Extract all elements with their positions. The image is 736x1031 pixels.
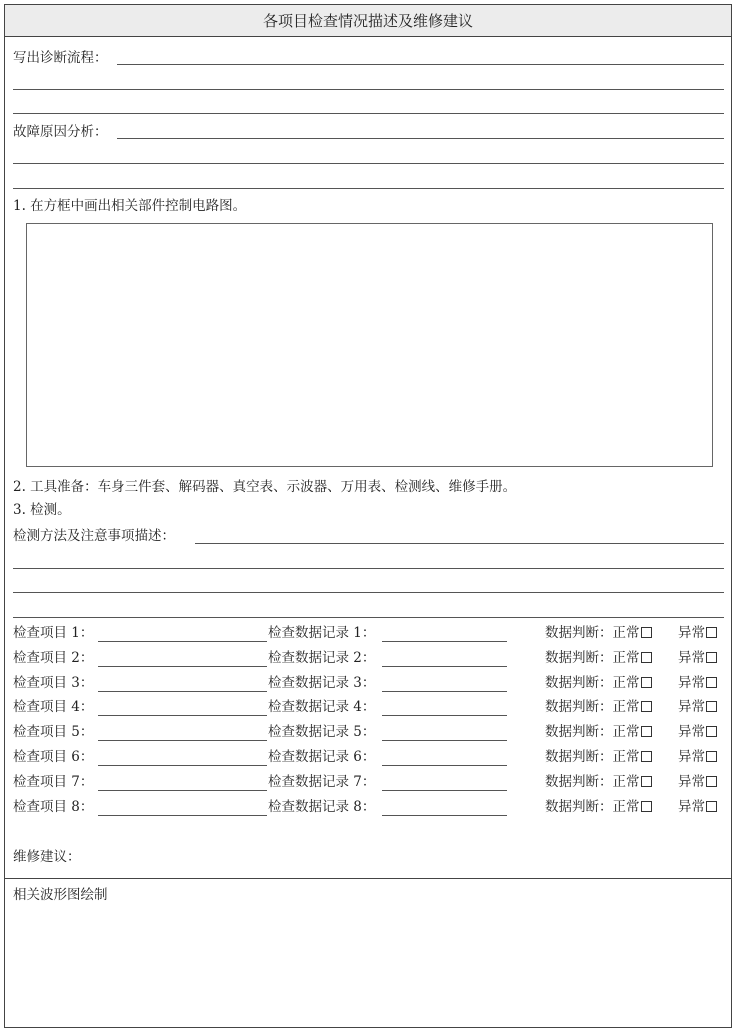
data-judgement-normal (545, 773, 652, 791)
check-item-field[interactable] (98, 666, 267, 667)
circuit-diagram-box[interactable] (26, 223, 713, 467)
diagnosis-line-2[interactable] (13, 89, 724, 90)
check-item-field[interactable] (98, 765, 267, 766)
check-row (5, 649, 731, 671)
normal-checkbox[interactable] (641, 701, 652, 712)
normal-checkbox[interactable] (641, 776, 652, 787)
method-label: 检测方法及注意事项描述： (13, 528, 175, 544)
check-item-field[interactable] (98, 815, 267, 816)
check-item-label: 检查项目 3： (13, 674, 94, 691)
data-judgement-normal (545, 748, 652, 766)
diagnosis-line-1[interactable] (117, 64, 724, 65)
normal-label: 数据判断：正常 (545, 674, 640, 691)
diagnosis-label: 写出诊断流程： (13, 50, 108, 66)
check-row (5, 624, 731, 646)
abnormal-label: 异常 (678, 674, 705, 691)
waveform-drawing-area[interactable] (13, 910, 724, 1020)
normal-label: 数据判断：正常 (545, 773, 640, 790)
abnormal-checkbox[interactable] (706, 627, 717, 638)
check-record-field[interactable] (382, 715, 507, 716)
normal-checkbox[interactable] (641, 801, 652, 812)
check-record-field[interactable] (382, 740, 507, 741)
check-row (5, 773, 731, 795)
normal-checkbox[interactable] (641, 726, 652, 737)
method-line-3[interactable] (13, 592, 724, 593)
check-record-field[interactable] (382, 815, 507, 816)
data-judgement-abnormal (678, 649, 717, 667)
check-item-label: 检查项目 7： (13, 773, 94, 790)
waveform-label: 相关波形图绘制 (13, 887, 108, 903)
section-divider (5, 878, 731, 879)
check-record-label: 检查数据记录 8： (268, 798, 376, 815)
cause-line-3[interactable] (13, 188, 724, 189)
abnormal-checkbox[interactable] (706, 751, 717, 762)
diagnosis-line-3[interactable] (13, 113, 724, 114)
data-judgement-abnormal (678, 698, 717, 716)
check-record-field[interactable] (382, 691, 507, 692)
data-judgement-normal (545, 798, 652, 816)
normal-label: 数据判断：正常 (545, 649, 640, 666)
abnormal-label: 异常 (678, 699, 705, 716)
check-item-label: 检查项目 5： (13, 724, 94, 741)
cause-analysis-label: 故障原因分析： (13, 124, 108, 140)
cause-line-1[interactable] (117, 138, 724, 139)
normal-label: 数据判断：正常 (545, 798, 640, 815)
check-item-field[interactable] (98, 715, 267, 716)
check-item-label: 检查项目 2： (13, 649, 94, 666)
normal-checkbox[interactable] (641, 677, 652, 688)
data-judgement-normal (545, 649, 652, 667)
abnormal-label: 异常 (678, 649, 705, 666)
check-item-field[interactable] (98, 641, 267, 642)
check-item-label: 检查项目 6： (13, 749, 94, 765)
normal-checkbox[interactable] (641, 751, 652, 762)
check-record-label: 检查数据记录 2： (268, 649, 376, 666)
method-line-1[interactable] (195, 543, 724, 544)
form-title: 各项目检查情况描述及维修建议 (5, 5, 731, 37)
method-line-2[interactable] (13, 568, 724, 569)
normal-label: 数据判断：正常 (545, 724, 640, 741)
abnormal-checkbox[interactable] (706, 652, 717, 663)
method-line-4[interactable] (13, 617, 724, 618)
normal-label: 数据判断：正常 (545, 749, 640, 765)
abnormal-label: 异常 (678, 625, 705, 641)
abnormal-checkbox[interactable] (706, 776, 717, 787)
check-item-label: 检查项目 8： (13, 798, 94, 815)
check-record-label: 检查数据记录 4： (268, 699, 376, 716)
check-record-label: 检查数据记录 7： (268, 773, 376, 790)
check-row (5, 723, 731, 745)
normal-checkbox[interactable] (641, 627, 652, 638)
repair-suggestion-label: 维修建议： (13, 849, 81, 865)
cause-line-2[interactable] (13, 163, 724, 164)
abnormal-label: 异常 (678, 749, 705, 765)
check-row (5, 674, 731, 696)
data-judgement-abnormal (678, 723, 717, 741)
abnormal-checkbox[interactable] (706, 801, 717, 812)
abnormal-label: 异常 (678, 798, 705, 815)
data-judgement-normal (545, 723, 652, 741)
normal-label: 数据判断：正常 (545, 699, 640, 716)
check-item-label: 检查项目 4： (13, 699, 94, 716)
data-judgement-abnormal (678, 773, 717, 791)
check-item-label: 检查项目 1： (13, 625, 94, 641)
normal-checkbox[interactable] (641, 652, 652, 663)
check-item-field[interactable] (98, 790, 267, 791)
data-judgement-abnormal (678, 624, 717, 642)
data-judgement-abnormal (678, 748, 717, 766)
data-judgement-abnormal (678, 798, 717, 816)
check-record-field[interactable] (382, 641, 507, 642)
step-3-text: 3. 检测。 (13, 502, 71, 518)
check-row (5, 748, 731, 770)
check-record-label: 检查数据记录 3： (268, 674, 376, 691)
abnormal-checkbox[interactable] (706, 677, 717, 688)
data-judgement-abnormal (678, 674, 717, 692)
step-2-text: 2. 工具准备：车身三件套、解码器、真空表、示波器、万用表、检测线、维修手册。 (13, 479, 517, 495)
check-record-label: 检查数据记录 1： (268, 625, 376, 641)
abnormal-checkbox[interactable] (706, 726, 717, 737)
step-1-text: 1. 在方框中画出相关部件控制电路图。 (13, 198, 247, 214)
check-item-field[interactable] (98, 691, 267, 692)
form-frame (4, 4, 732, 1028)
abnormal-label: 异常 (678, 724, 705, 741)
check-record-field[interactable] (382, 765, 507, 766)
check-row (5, 698, 731, 720)
check-record-field[interactable] (382, 790, 507, 791)
check-record-field[interactable] (382, 666, 507, 667)
check-row (5, 798, 731, 820)
check-item-field[interactable] (98, 740, 267, 741)
check-record-label: 检查数据记录 6： (268, 749, 376, 765)
abnormal-checkbox[interactable] (706, 701, 717, 712)
data-judgement-normal (545, 674, 652, 692)
abnormal-label: 异常 (678, 773, 705, 790)
check-record-label: 检查数据记录 5： (268, 724, 376, 741)
data-judgement-normal (545, 698, 652, 716)
data-judgement-normal (545, 624, 652, 642)
normal-label: 数据判断：正常 (545, 625, 640, 641)
